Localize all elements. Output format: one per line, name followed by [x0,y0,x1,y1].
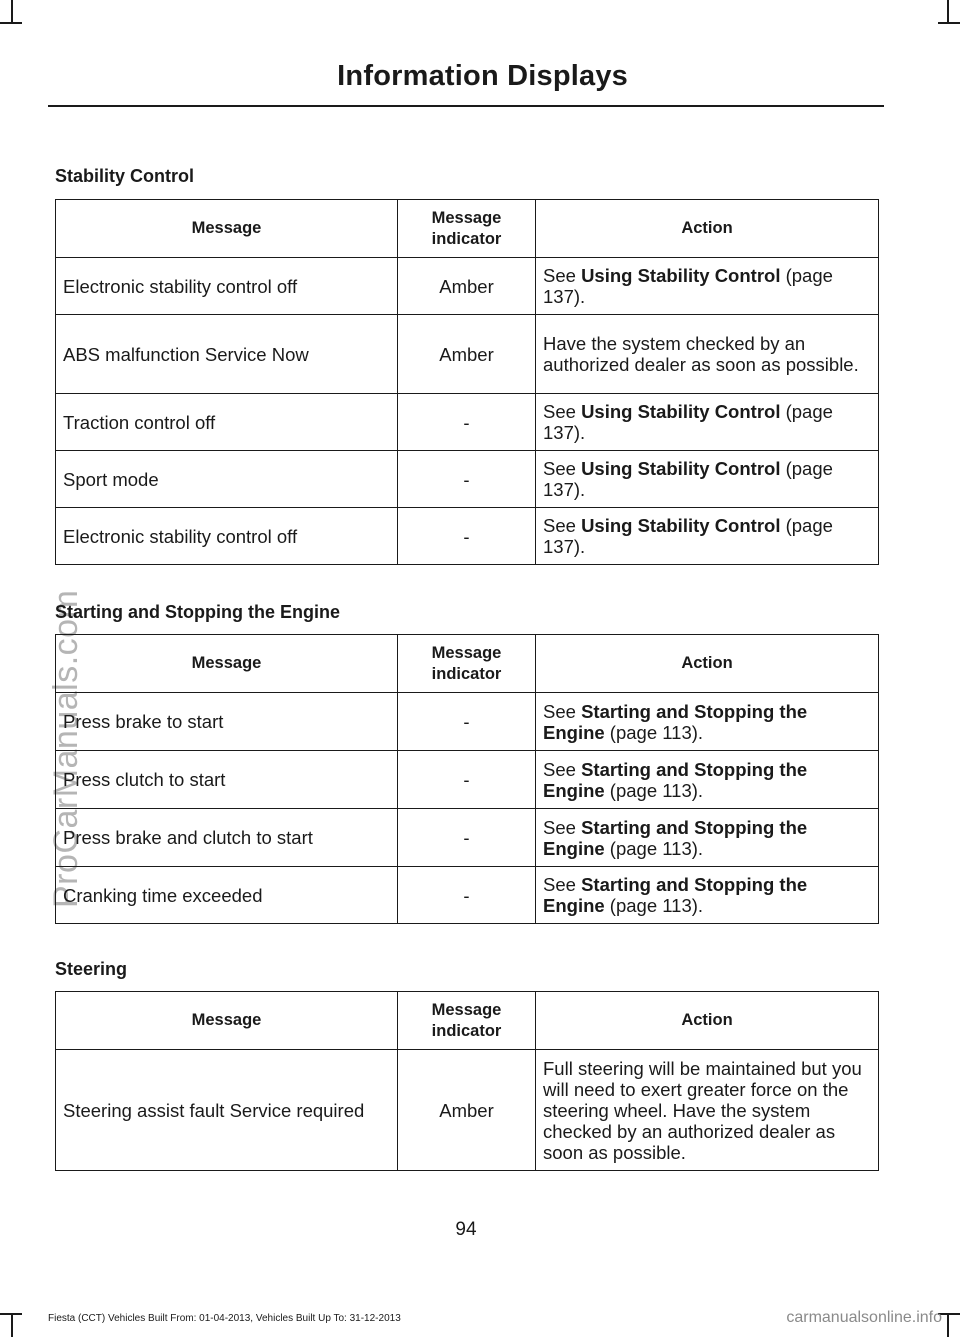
action-page-ref: (page 137). [543,458,833,500]
cell-action [536,1050,879,1171]
cell-action [536,258,879,315]
cell-indicator: - [398,751,536,809]
section-title-steering: Steering [55,959,128,979]
action-text: See [543,700,582,722]
table-header-row [56,635,879,693]
action-text: See [543,758,582,780]
crop-mark [947,1315,949,1337]
cell-message: Electronic stability control off [56,258,398,315]
cell-indicator: - [398,809,536,867]
cell-action [536,867,879,924]
cell-action [536,508,879,565]
cell-indicator: Amber [398,1050,536,1171]
cell-action [536,809,879,867]
cross-reference-link[interactable]: Using Stability Control [581,458,781,479]
crop-mark [0,22,22,24]
page-number: 94 [455,1219,477,1240]
column-header-indicator: Message indicator [398,200,536,258]
cell-indicator: - [398,867,536,924]
table-row [56,508,879,565]
action-text: See [543,265,582,286]
table-header-row [56,992,879,1050]
action-page-ref: (page 113). [604,779,704,801]
action-page-ref: (page 137). [543,401,833,443]
crop-mark [947,0,949,22]
cell-action [536,315,879,394]
section-title-stability-control: Stability Control [55,166,194,186]
cell-action [536,394,879,451]
cell-message: Traction control off [56,394,398,451]
table-row [56,867,879,924]
action-page-ref: (page 137). [543,515,833,557]
action-page-ref: (page 113). [604,895,704,916]
column-header-action: Action [536,200,879,258]
footer-site: carmanualsonline.info [786,1309,942,1326]
cell-indicator: - [398,693,536,751]
table-row [56,1050,879,1171]
header-rule [48,105,884,107]
cross-reference-link[interactable]: Starting and Stopping the Engine [543,700,808,743]
cell-message: Press brake to start [56,693,398,751]
crop-mark [0,1313,22,1315]
column-header-message: Message [56,992,398,1050]
cell-message: Sport mode [56,451,398,508]
table-row [56,394,879,451]
footer-text: Fiesta (CCT) Vehicles Built From: 01-04-2013, Vehicles Built Up To: 31-12-2013 [48,1313,401,1324]
cell-indicator: - [398,394,536,451]
action-page-ref: (page 113). [604,721,704,743]
cross-reference-link[interactable]: Starting and Stopping the Engine [543,874,808,916]
cell-message: Steering assist fault Service required [56,1050,398,1171]
table-row [56,451,879,508]
table-row [56,809,879,867]
stability-control-table [55,199,879,565]
cell-action [536,693,879,751]
steering-table [55,991,879,1171]
cell-message: Electronic stability control off [56,508,398,565]
cross-reference-link[interactable]: Starting and Stopping the Engine [543,758,808,801]
cross-reference-link[interactable]: Using Stability Control [581,401,781,422]
column-header-message: Message [56,200,398,258]
cell-message: ABS malfunction Service Now [56,315,398,394]
column-header-indicator: Message indicator [398,992,536,1050]
table-row [56,751,879,809]
cell-indicator: - [398,508,536,565]
table-header-row [56,200,879,258]
cell-action [536,451,879,508]
column-header-message: Message [56,635,398,693]
column-header-indicator: Message indicator [398,635,536,693]
table-row [56,693,879,751]
cross-reference-link[interactable]: Using Stability Control [581,265,781,286]
action-text: See [543,515,582,536]
cell-indicator: - [398,451,536,508]
cell-message: Press clutch to start [56,751,398,809]
cross-reference-link[interactable]: Starting and Stopping the Engine [543,816,808,859]
table-row [56,315,879,394]
page-header: Information Displays [337,60,628,92]
section-title-starting-stopping: Starting and Stopping the Engine [55,602,340,622]
action-text: See [543,816,582,838]
cell-action [536,751,879,809]
column-header-action: Action [536,635,879,693]
cell-indicator: Amber [398,315,536,394]
action-text: See [543,458,582,479]
cell-message: Cranking time exceeded [56,867,398,924]
crop-mark [11,0,13,22]
action-text: Have the system checked by an authorized dealer as soon as possible. [543,333,859,375]
watermark: ProCarManuals.com [47,589,85,908]
crop-mark [11,1315,13,1337]
action-text: See [543,401,582,422]
action-page-ref: (page 137). [543,265,833,307]
cell-indicator: Amber [398,258,536,315]
cross-reference-link[interactable]: Using Stability Control [581,515,781,536]
action-page-ref: (page 113). [604,837,704,859]
crop-mark [938,22,960,24]
starting-stopping-table [55,634,879,924]
cell-message: Press brake and clutch to start [56,809,398,867]
action-text: See [543,874,582,895]
table-row [56,258,879,315]
action-text: Full steering will be maintained but you will need to exert greater force on the steering wheel. Have the system checked by an authorized dealer as soon as possible. [543,1057,862,1163]
column-header-action: Action [536,992,879,1050]
